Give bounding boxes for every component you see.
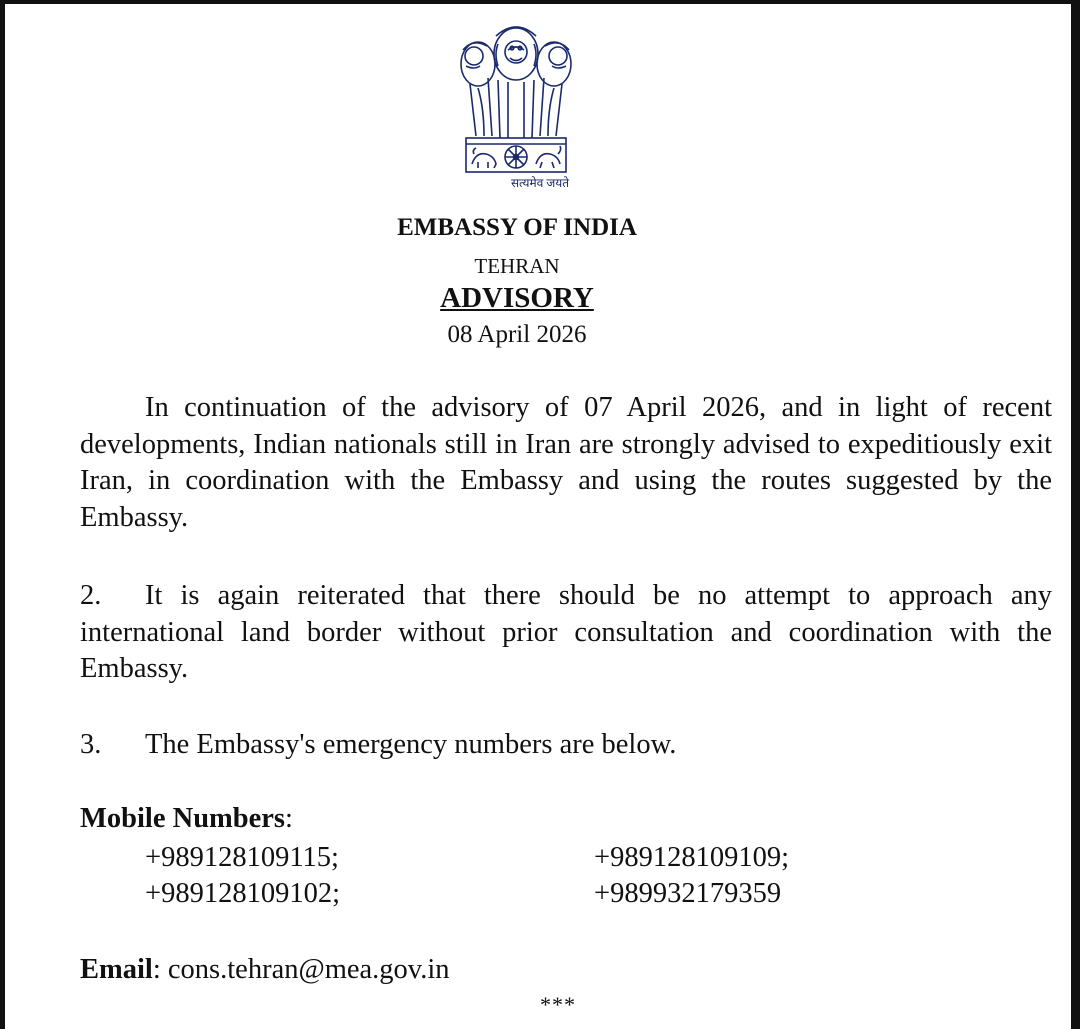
mobile-numbers-heading: Mobile Numbers: [80,803,293,834]
phone-number[interactable]: +989932179359 [594,878,782,909]
embassy-city: TEHRAN [474,254,560,278]
phone-number[interactable]: +989128109109; [594,842,789,873]
paragraph-3-text: The Embassy's emergency numbers are below. [145,729,677,760]
phone-number[interactable]: +989128109115; [145,842,339,873]
emblem-motto: सत्यमेव जयते [510,176,570,190]
embassy-name: EMBASSY OF INDIA [397,214,637,241]
email-label: Email [80,954,153,985]
paragraph-3 [80,727,1052,764]
page-title: ADVISORY [440,282,594,314]
phone-number[interactable]: +989128109102; [145,878,340,909]
paragraph-number: 3. [80,729,102,760]
mobile-label: Mobile Numbers [80,803,286,834]
paragraph-2-text: It is again reiterated that there should be no attempt to approach any international land border without prior consultation and coordination with the Embassy. [80,580,1052,684]
paragraph-2 [80,578,1052,688]
email-line: Email: cons.tehran@mea.gov.in [80,954,450,985]
national-emblem-icon [448,14,584,194]
advisory-date: 08 April 2026 [447,321,587,348]
end-mark: *** [540,992,576,1017]
paragraph-number: 2. [80,580,102,611]
email-address[interactable]: cons.tehran@mea.gov.in [167,954,450,985]
paragraph-1: In continuation of the advisory of 07 April 2026, and in light of recent developments, Indian nationals still in Iran are strongly advised to expeditiously exit Iran, in coordination with the Embassy and using the routes suggested by the Embassy. [80,392,1052,533]
